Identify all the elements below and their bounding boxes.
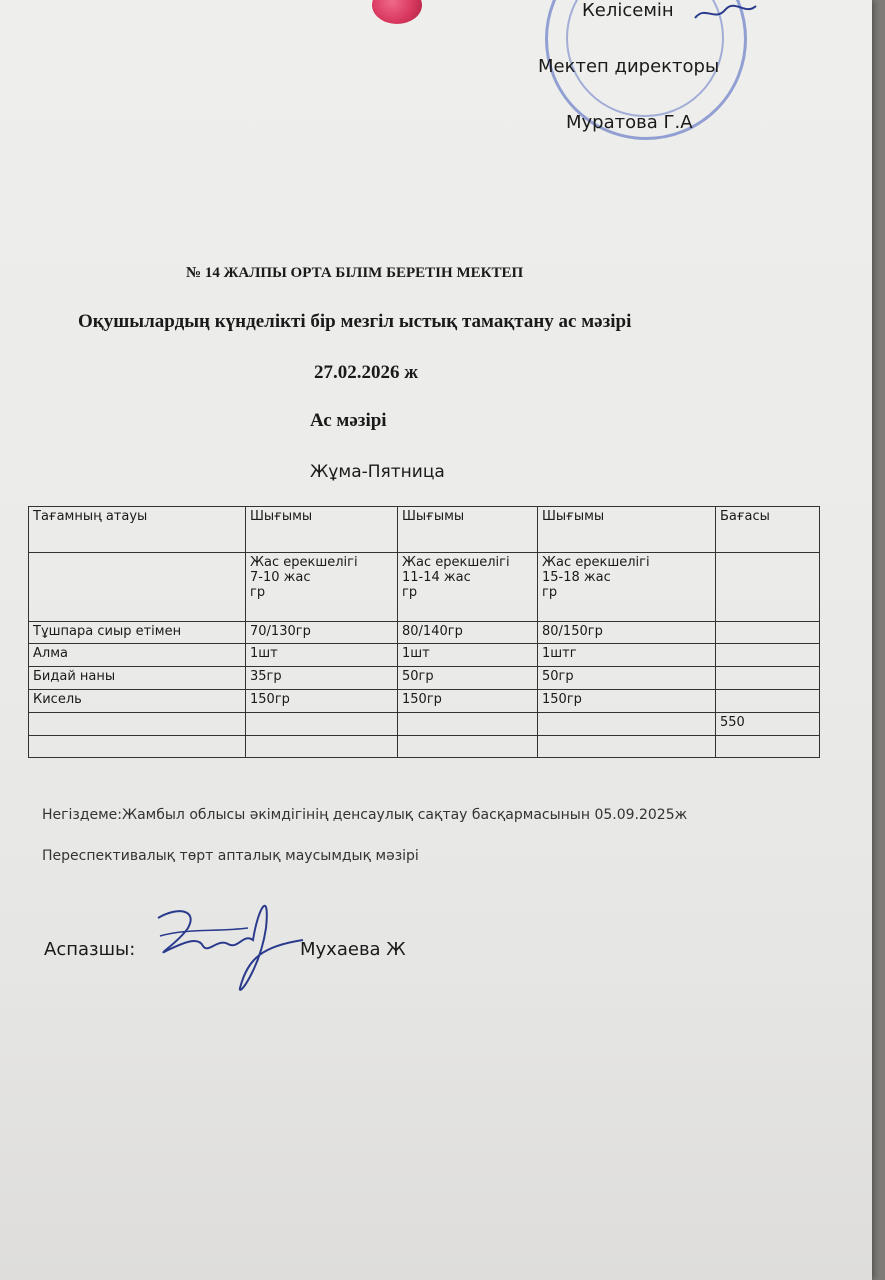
table-header-row — [29, 507, 820, 553]
approval-agreed: Келісемін — [582, 0, 674, 21]
table-row: Алма 1шт 1шт 1штг — [29, 644, 820, 667]
director-signature-mark — [690, 0, 760, 26]
table-row: Бидай наны 35гр 50гр 50гр — [29, 667, 820, 690]
basis-note-2: Переспективалық төрт апталық маусымдық мәзірі — [42, 848, 419, 864]
school-name: № 14 ЖАЛПЫ ОРТА БІЛІМ БЕРЕТІН МЕКТЕП — [186, 265, 524, 281]
table-row: Тұшпара сиыр етімен 70/130гр 80/140гр 80/150гр — [29, 622, 820, 644]
table-row: Кисель 150гр 150гр 150гр — [29, 690, 820, 713]
total-row — [29, 713, 820, 736]
menu-date: 27.02.2026 ж — [314, 362, 419, 383]
cook-name: Мухаева Ж — [300, 939, 406, 960]
age-group-cell: Жас ерекшелігі 15-18 жас гр — [538, 553, 716, 622]
menu-label: Ас мәзірі — [310, 410, 387, 431]
approval-name: Муратова Г.А — [566, 112, 693, 133]
age-group-row — [29, 553, 820, 622]
header-cell: Тағамның атауы — [29, 507, 246, 553]
age-group-cell: Жас ерекшелігі 11-14 жас гр — [398, 553, 538, 622]
basis-note: Негіздеме:Жамбыл облысы әкімдігінің денсаулық сақтау басқармасынын 05.09.2025ж — [42, 807, 688, 823]
menu-day: Жұма-Пятница — [310, 462, 445, 482]
cook-signature — [148, 888, 308, 1000]
approval-position: Мектеп директоры — [538, 56, 720, 77]
header-cell: Шығымы — [398, 507, 538, 553]
menu-table — [28, 506, 820, 758]
push-pin — [372, 0, 422, 24]
menu-title: Оқушылардың күнделікті бір мезгіл ыстық тамақтану ас мәзірі — [78, 311, 632, 332]
empty-row — [29, 736, 820, 758]
total-price: 550 — [716, 713, 820, 736]
header-cell: Шығымы — [538, 507, 716, 553]
header-cell: Бағасы — [716, 507, 820, 553]
age-group-cell: Жас ерекшелігі 7-10 жас гр — [246, 553, 398, 622]
header-cell: Шығымы — [246, 507, 398, 553]
cook-label: Аспазшы: — [44, 939, 136, 960]
